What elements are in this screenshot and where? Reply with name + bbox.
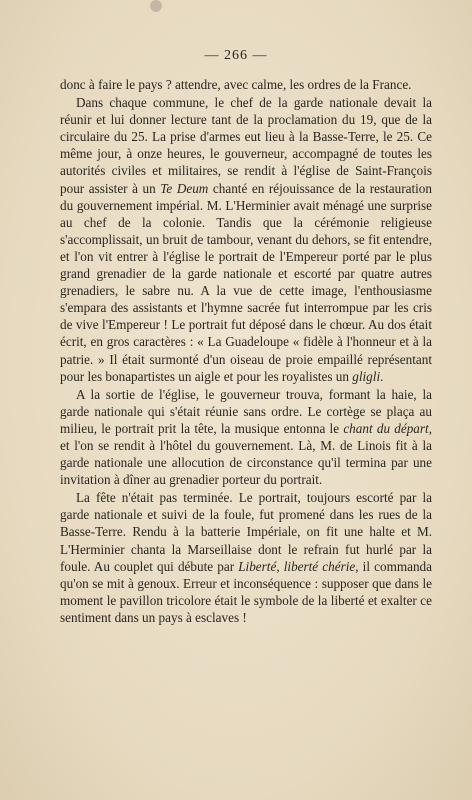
italic-text: gligli	[352, 368, 381, 384]
page-number: — 266 —	[204, 48, 268, 63]
paragraph-2	[60, 386, 432, 489]
text-run: , il commanda qu'on se mit à genoux. Erreur et inconséquence : supposer que dans le moment le pavillon tricolore était le symbole de la liberté et exalter ce sentiment dans un pays à esclaves !	[60, 558, 432, 625]
text-run: La fête n'était pas terminée. Le portrait, toujours escorté par la garde nationale et suivi de la foule, fut promené dans les rues de la Basse-Terre. Rendu à la batterie Impériale, on fit une halte et M. L'Herminier chanta la Marseillaise dont le refrain fut hurlé par la foule. Au couplet qui débute par	[60, 490, 432, 574]
paragraph-0	[60, 76, 432, 93]
text-run: chanté en réjouissance de la restauration du gouvernement impérial. M. L'Herminier avait ménagé une surprise au chef de la colonie. Tandis que la cérémonie religieuse s'accomplissait, un bruit de tambour, venant du dehors, se fit entendre, et l'on vit entrer à l'église le portrait de l'Empereur porté par le plus grand grenadier de la garde nationale et escorté par quatre autres grenadiers, le sabre nu. A la vue de cette image, l'enthousiasme s'empara des assistants et l'hymne sacrée fut interrompue par les cris de vive l'Empereur ! Le portrait fut déposé dans le chœur. Au dos était écrit, en gros caractères : « La Guadeloupe « fidèle à l'honneur et à la patrie. » Il était surmonté d'un oiseau de proie empaillé représentant pour les bonapartistes un aigle et pour les royalistes un	[60, 180, 432, 384]
text-run: .	[380, 368, 384, 384]
body-text	[60, 76, 432, 626]
text-run: donc à faire le pays ? attendre, avec calme, les ordres de la France.	[60, 77, 412, 92]
italic-text: Te Deum	[160, 180, 209, 196]
italic-text: chant du départ	[343, 420, 429, 436]
italic-text: Liberté, liberté chérie	[238, 558, 356, 574]
text-run: Dans chaque commune, le chef de la garde nationale devait la réunir et lui donner lecture tant de la proclamation du 19, que de la circulaire du 25. La prise d'armes eut lieu à la Basse-Terre, le 25. Ce même jour, à onze heures, le gouverneur, accompagné de toutes les autorités civiles et militaires, se rendit à l'église de Saint-François pour assister à un	[60, 95, 432, 196]
paper-stain	[150, 0, 162, 12]
text-run: A la sortie de l'église, le gouverneur trouva, formant la haie, la garde nationale qui s'était réunie sans ordre. Le cortège se plaça au milieu, le portrait prit la tête, la musique entonna le	[60, 386, 432, 436]
paragraph-3	[60, 489, 432, 626]
paragraph-1	[60, 94, 432, 385]
text-run: , et l'on se rendit à l'hôtel du gouvernement. Là, M. de Linois fit à la garde nationale une allocution de circonstance qu'il termina par une invitation à dîner au grenadier porteur du portrait.	[60, 420, 432, 488]
